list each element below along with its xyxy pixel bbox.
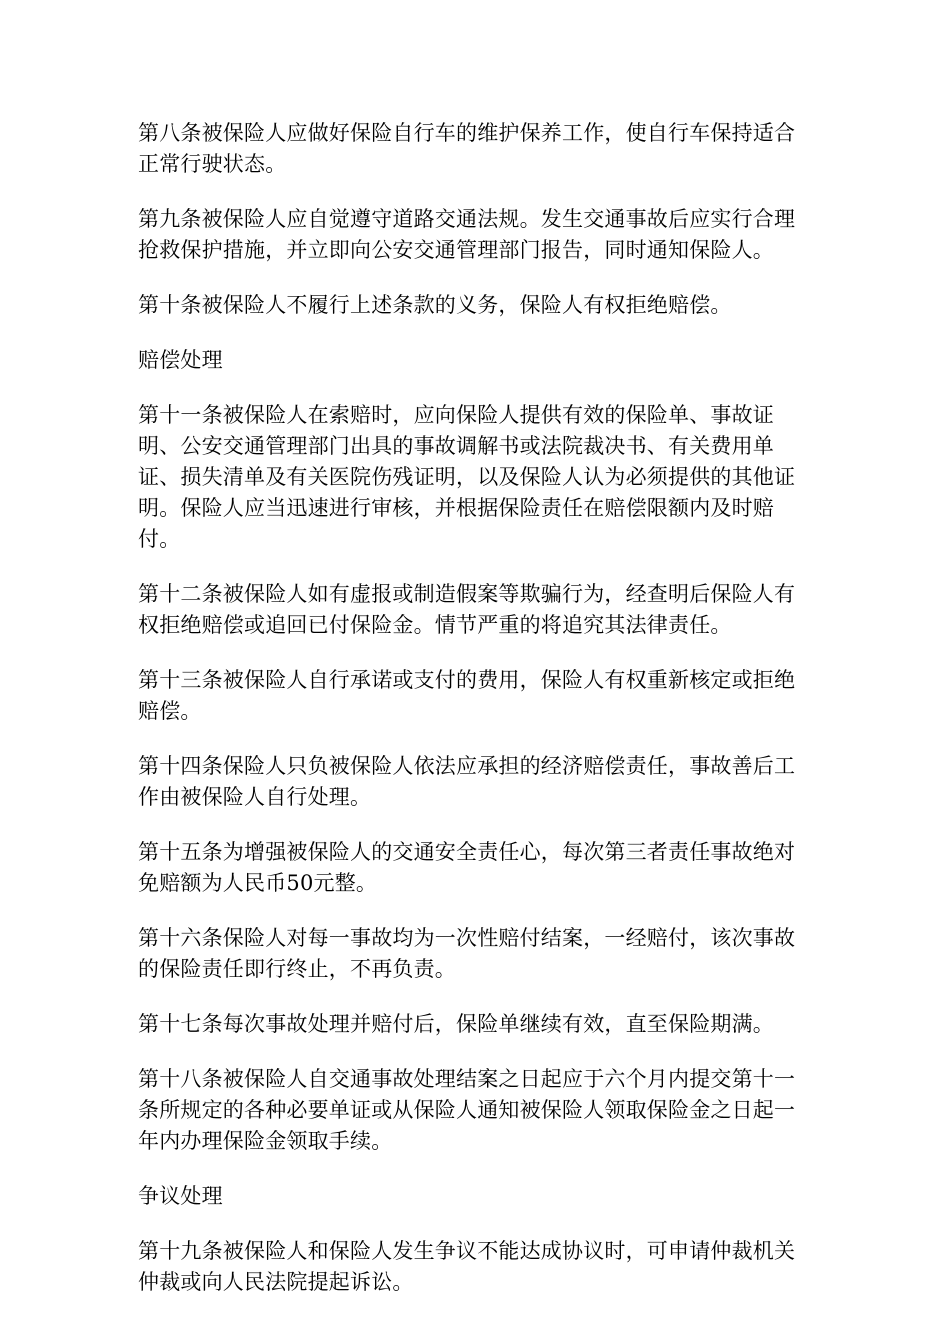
article-17-paragraph: 第十七条每次事故处理并赔付后，保险单继续有效，直至保险期满。 bbox=[138, 1012, 774, 1036]
article-16-paragraph: 第十六条保险人对每一事故均为一次性赔付结案，一经赔付，该次事故的保险责任即行终止，不再负责。 bbox=[138, 926, 796, 981]
document-body bbox=[138, 118, 816, 1322]
article-19-paragraph: 第十九条被保险人和保险人发生争议不能达成协议时，可申请仲裁机关仲裁或向人民法院提起诉讼。 bbox=[138, 1239, 796, 1294]
article-12-paragraph: 第十二条被保险人如有虚报或制造假案等欺骗行为，经查明后保险人有权拒绝赔偿或追回已付保险金。情节严重的将追究其法律责任。 bbox=[138, 582, 796, 637]
article-9-paragraph: 第九条被保险人应自觉遵守道路交通法规。发生交通事故后应实行合理抢救保护措施，并立即向公安交通管理部门报告，同时通知保险人。 bbox=[138, 207, 796, 262]
section-heading-dispute: 争议处理 bbox=[138, 1184, 223, 1208]
article-8-paragraph: 第八条被保险人应做好保险自行车的维护保养工作，使自行车保持适合正常行驶状态。 bbox=[138, 121, 796, 176]
section-heading-compensation: 赔偿处理 bbox=[138, 348, 223, 372]
article-15-paragraph: 第十五条为增强被保险人的交通安全责任心，每次第三者责任事故绝对免赔额为人民币50元整。 bbox=[138, 840, 796, 895]
article-11-paragraph: 第十一条被保险人在索赔时，应向保险人提供有效的保险单、事故证明、公安交通管理部门出具的事故调解书或法院裁决书、有关费用单证、损失清单及有关医院伤残证明，以及保险人认为必须提供的其他证明。保险人应当迅速进行审核，并根据保险责任在赔偿限额内及时赔付。 bbox=[138, 403, 796, 551]
article-14-paragraph: 第十四条保险人只负被保险人依法应承担的经济赔偿责任，事故善后工作由被保险人自行处理。 bbox=[138, 754, 796, 809]
article-10-paragraph: 第十条被保险人不履行上述条款的义务，保险人有权拒绝赔偿。 bbox=[138, 293, 732, 317]
article-18-paragraph: 第十八条被保险人自交通事故处理结案之日起应于六个月内提交第十一条所规定的各种必要单证或从保险人通知被保险人领取保险金之日起一年内办理保险金领取手续。 bbox=[138, 1067, 796, 1153]
article-13-paragraph: 第十三条被保险人自行承诺或支付的费用，保险人有权重新核定或拒绝赔偿。 bbox=[138, 668, 796, 723]
